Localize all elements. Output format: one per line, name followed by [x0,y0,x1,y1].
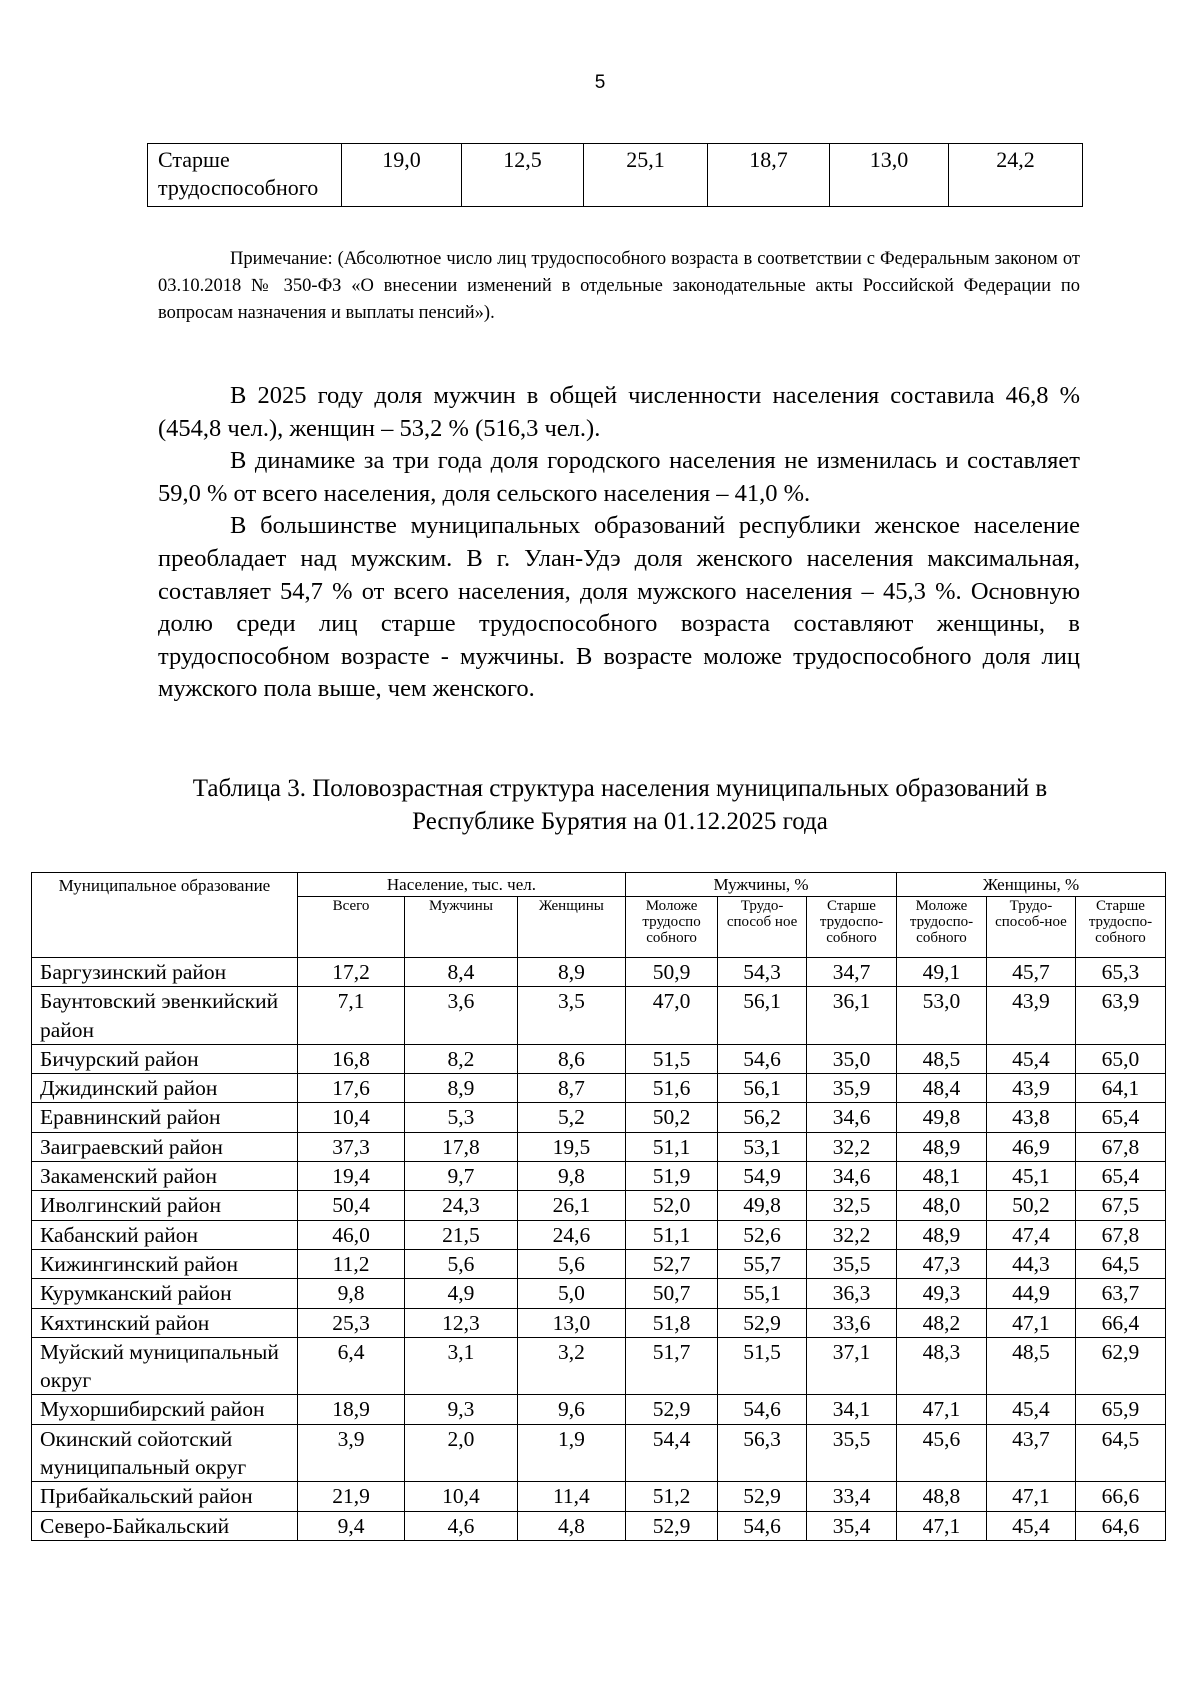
table-cell: 47,0 [626,987,718,1045]
table-cell: 51,9 [626,1162,718,1191]
table-cell: 49,1 [897,958,987,987]
subheader-cell: Мужчины [405,897,517,958]
subheader-cell: Женщины [517,897,625,958]
table-cell: 3,5 [517,987,625,1045]
table-cell: 16,8 [297,1044,404,1073]
table-cell: 46,9 [986,1132,1075,1161]
table-cell: 52,6 [718,1220,807,1249]
table-cell: 64,5 [1075,1249,1165,1278]
table-cell: 47,3 [897,1249,987,1278]
table-cell: 24,2 [949,144,1083,207]
table-cell: 51,5 [626,1044,718,1073]
municipality-name: Северо-Байкальский [32,1511,298,1540]
header-municipality: Муниципальное образование [32,873,298,958]
table-cell: 5,3 [405,1103,517,1132]
municipality-name: Курумканский район [32,1279,298,1308]
table-cell: 10,4 [405,1482,517,1511]
table-cell: 33,4 [807,1482,897,1511]
table-cell: 54,9 [718,1162,807,1191]
municipality-name: Баунтовский эвенкийский район [32,987,298,1045]
population-table [31,872,1166,1541]
table-cell: 51,5 [718,1337,807,1395]
table-cell: 9,8 [517,1162,625,1191]
table-cell: 56,1 [718,1074,807,1103]
table-row [32,1482,1166,1511]
table-cell: 52,9 [718,1308,807,1337]
table-cell: 35,5 [807,1249,897,1278]
table-cell: 51,8 [626,1308,718,1337]
table-cell: 1,9 [517,1424,625,1482]
table-cell: 8,4 [405,958,517,987]
table-cell: 18,9 [297,1395,404,1424]
table-cell: 3,2 [517,1337,625,1395]
table-cell: 43,8 [986,1103,1075,1132]
table-cell: 52,9 [626,1511,718,1540]
table-cell: 8,2 [405,1044,517,1073]
table-cell: 18,7 [708,144,830,207]
table-cell: 45,4 [986,1395,1075,1424]
table-cell: 55,1 [718,1279,807,1308]
table-cell: 62,9 [1075,1337,1165,1395]
table-cell: 52,7 [626,1249,718,1278]
table-cell: 65,3 [1075,958,1165,987]
table-cell: 50,2 [626,1103,718,1132]
table-cell: 36,1 [807,987,897,1045]
table-cell: 56,2 [718,1103,807,1132]
municipality-name: Прибайкальский район [32,1482,298,1511]
table-cell: 35,9 [807,1074,897,1103]
table-cell: 3,9 [297,1424,404,1482]
subheader-cell: Моложе трудоспо собного [626,897,718,958]
header-population: Население, тыс. чел. [297,873,625,897]
municipality-name: Кабанский район [32,1220,298,1249]
municipality-name: Кяхтинский район [32,1308,298,1337]
table-cell: 4,8 [517,1511,625,1540]
table-cell: 9,3 [405,1395,517,1424]
table-row [32,1074,1166,1103]
municipality-name: Баргузинский район [32,958,298,987]
table-cell: 9,6 [517,1395,625,1424]
table-row [32,1395,1166,1424]
table-cell: 17,8 [405,1132,517,1161]
row-label: Старше трудоспособного [148,144,342,207]
table-cell: 54,4 [626,1424,718,1482]
municipality-name: Муйский муниципальный округ [32,1337,298,1395]
table-cell: 66,6 [1075,1482,1165,1511]
table-cell: 35,4 [807,1511,897,1540]
table-cell: 67,5 [1075,1191,1165,1220]
table-cell: 53,1 [718,1132,807,1161]
table-cell: 3,1 [405,1337,517,1395]
table-cell: 43,9 [986,987,1075,1045]
table-cell: 44,3 [986,1249,1075,1278]
table-cell: 13,0 [517,1308,625,1337]
table-cell: 64,6 [1075,1511,1165,1540]
body-text [158,380,1080,706]
table-cell: 21,9 [297,1482,404,1511]
paragraph: В 2025 году доля мужчин в общей численности населения составила 46,8 % (454,8 чел.), женщин – 53,2 % (516,3 чел.). [158,382,1080,442]
table-cell: 33,6 [807,1308,897,1337]
table-cell: 49,8 [897,1103,987,1132]
table-cell: 47,1 [897,1395,987,1424]
table-cell: 48,8 [897,1482,987,1511]
table-cell: 43,9 [986,1074,1075,1103]
table-row [32,1308,1166,1337]
table-cell: 51,1 [626,1220,718,1249]
table-cell: 48,5 [986,1337,1075,1395]
table-cell: 51,1 [626,1132,718,1161]
table-cell: 12,3 [405,1308,517,1337]
table-cell: 6,4 [297,1337,404,1395]
table-row [32,1220,1166,1249]
table-cell: 2,0 [405,1424,517,1482]
table-cell: 21,5 [405,1220,517,1249]
table-cell: 52,0 [626,1191,718,1220]
table-cell: 51,6 [626,1074,718,1103]
table-cell: 51,7 [626,1337,718,1395]
table-cell: 24,3 [405,1191,517,1220]
table-cell: 47,1 [986,1308,1075,1337]
table-cell: 67,8 [1075,1220,1165,1249]
table-cell: 9,4 [297,1511,404,1540]
table-row [32,1191,1166,1220]
table-cell: 17,6 [297,1074,404,1103]
table-cell: 44,9 [986,1279,1075,1308]
table-cell: 50,2 [986,1191,1075,1220]
subheader-cell: Моложе трудоспо-собного [897,897,987,958]
table-cell: 45,7 [986,958,1075,987]
table-cell: 3,6 [405,987,517,1045]
note: Примечание: (Абсолютное число лиц трудоспособного возраста в соответствии с Федеральным законом от 03.10.2018 № 350-ФЗ «О внесении изменений в отдельные законодательные акты Российской Федерации по вопросам назначения и выплаты пенсий»). [158,249,1080,323]
table-cell: 66,4 [1075,1308,1165,1337]
table-cell: 52,9 [718,1482,807,1511]
table-cell: 24,6 [517,1220,625,1249]
table-cell: 65,0 [1075,1044,1165,1073]
table-cell: 50,9 [626,958,718,987]
table-body [32,958,1166,1541]
subheader-cell: Трудо-способ-ное [986,897,1075,958]
table-cell: 49,3 [897,1279,987,1308]
table-cell: 34,1 [807,1395,897,1424]
table-cell: 49,8 [718,1191,807,1220]
table-cell: 5,2 [517,1103,625,1132]
table-cell: 52,9 [626,1395,718,1424]
table-cell: 54,3 [718,958,807,987]
table-cell: 13,0 [830,144,949,207]
table-cell: 56,1 [718,987,807,1045]
table-cell: 35,5 [807,1424,897,1482]
municipality-name: Окинский сойотский муниципальный округ [32,1424,298,1482]
table-cell: 34,6 [807,1162,897,1191]
table-cell: 47,4 [986,1220,1075,1249]
table-cell: 8,6 [517,1044,625,1073]
table-cell: 54,6 [718,1511,807,1540]
table-cell: 5,0 [517,1279,625,1308]
table-row [148,144,1083,207]
table-cell: 47,1 [897,1511,987,1540]
table-row [32,1044,1166,1073]
table-cell: 36,3 [807,1279,897,1308]
table-cell: 4,9 [405,1279,517,1308]
table-cell: 45,4 [986,1044,1075,1073]
table-cell: 48,3 [897,1337,987,1395]
table-row [32,1279,1166,1308]
table-cell: 65,4 [1075,1103,1165,1132]
paragraph: В большинстве муниципальных образований республики женское население преобладает над мужским. В г. Улан-Удэ доля женского населения максимальная, составляет 54,7 % от всего населения, доля мужского населения – 45,3 %. Основную долю среди лиц старше трудоспособного возраста составляют женщины, в трудоспособном возрасте - мужчины. В возрасте моложе трудоспособного доля лиц мужского пола выше, чем женского. [158,512,1080,703]
municipality-name: Бичурский район [32,1044,298,1073]
table-cell: 48,1 [897,1162,987,1191]
subheader-cell: Всего [297,897,404,958]
table-row [32,958,1166,987]
table-cell: 25,3 [297,1308,404,1337]
municipality-name: Кижингинский район [32,1249,298,1278]
table-cell: 12,5 [462,144,584,207]
paragraph: В динамике за три года доля городского населения не изменилась и составляет 59,0 % от всего населения, доля сельского населения – 41,0 %. [158,447,1080,507]
table-cell: 63,7 [1075,1279,1165,1308]
table-cell: 8,7 [517,1074,625,1103]
table-cell: 47,1 [986,1482,1075,1511]
table-cell: 67,8 [1075,1132,1165,1161]
subheader-cell: Старше трудоспо-собного [1075,897,1165,958]
table-cell: 50,7 [626,1279,718,1308]
table-cell: 53,0 [897,987,987,1045]
table-row [32,1511,1166,1540]
table-row [32,1249,1166,1278]
header-women: Женщины, % [897,873,1166,897]
table-cell: 48,9 [897,1132,987,1161]
table-cell: 45,4 [986,1511,1075,1540]
table-row [32,987,1166,1045]
table-cell: 63,9 [1075,987,1165,1045]
table-row [32,1337,1166,1395]
table-cell: 45,6 [897,1424,987,1482]
table-cell: 48,2 [897,1308,987,1337]
table-cell: 8,9 [517,958,625,987]
table-cell: 4,6 [405,1511,517,1540]
table-cell: 45,1 [986,1162,1075,1191]
table-caption: Таблица 3. Половозрастная структура населения муниципальных образований в Республике Бурятия на 01.12.2025 года [192,775,1048,835]
table-row [32,1424,1166,1482]
table-cell: 37,3 [297,1132,404,1161]
municipality-name: Заиграевский район [32,1132,298,1161]
table-cell: 48,5 [897,1044,987,1073]
table-cell: 5,6 [517,1249,625,1278]
table-cell: 65,9 [1075,1395,1165,1424]
table-cell: 43,7 [986,1424,1075,1482]
table-cell: 9,7 [405,1162,517,1191]
table-cell: 32,5 [807,1191,897,1220]
table-cell: 5,6 [405,1249,517,1278]
table-cell: 65,4 [1075,1162,1165,1191]
table-cell: 19,5 [517,1132,625,1161]
table-cell: 55,7 [718,1249,807,1278]
table-cell: 48,4 [897,1074,987,1103]
table-cell: 46,0 [297,1220,404,1249]
table-row [32,1103,1166,1132]
table-cell: 11,4 [517,1482,625,1511]
table-cell: 10,4 [297,1103,404,1132]
subheader-cell: Старше трудоспо-собного [807,897,897,958]
table-cell: 48,0 [897,1191,987,1220]
table-cell: 11,2 [297,1249,404,1278]
table-cell: 19,0 [342,144,462,207]
table-cell: 37,1 [807,1337,897,1395]
table-cell: 34,6 [807,1103,897,1132]
subheader-cell: Трудо-способ ное [718,897,807,958]
table-cell: 8,9 [405,1074,517,1103]
table-cell: 9,8 [297,1279,404,1308]
municipality-name: Мухоршибирский район [32,1395,298,1424]
table-row [32,1132,1166,1161]
table-cell: 7,1 [297,987,404,1045]
municipality-name: Иволгинский район [32,1191,298,1220]
header-men: Мужчины, % [626,873,897,897]
table-cell: 56,3 [718,1424,807,1482]
continued-table [147,143,1083,207]
table-cell: 35,0 [807,1044,897,1073]
table-cell: 34,7 [807,958,897,987]
table-row [32,1162,1166,1191]
table-cell: 17,2 [297,958,404,987]
municipality-name: Еравнинский район [32,1103,298,1132]
table-cell: 19,4 [297,1162,404,1191]
table-cell: 48,9 [897,1220,987,1249]
table-cell: 64,1 [1075,1074,1165,1103]
table-cell: 32,2 [807,1220,897,1249]
table-cell: 32,2 [807,1132,897,1161]
table-cell: 54,6 [718,1044,807,1073]
header-row [32,873,1166,897]
municipality-name: Закаменский район [32,1162,298,1191]
table-cell: 54,6 [718,1395,807,1424]
page-number: 5 [594,72,606,93]
municipality-name: Джидинский район [32,1074,298,1103]
table-cell: 64,5 [1075,1424,1165,1482]
table-cell: 26,1 [517,1191,625,1220]
table-cell: 50,4 [297,1191,404,1220]
table-cell: 51,2 [626,1482,718,1511]
table-cell: 25,1 [584,144,708,207]
